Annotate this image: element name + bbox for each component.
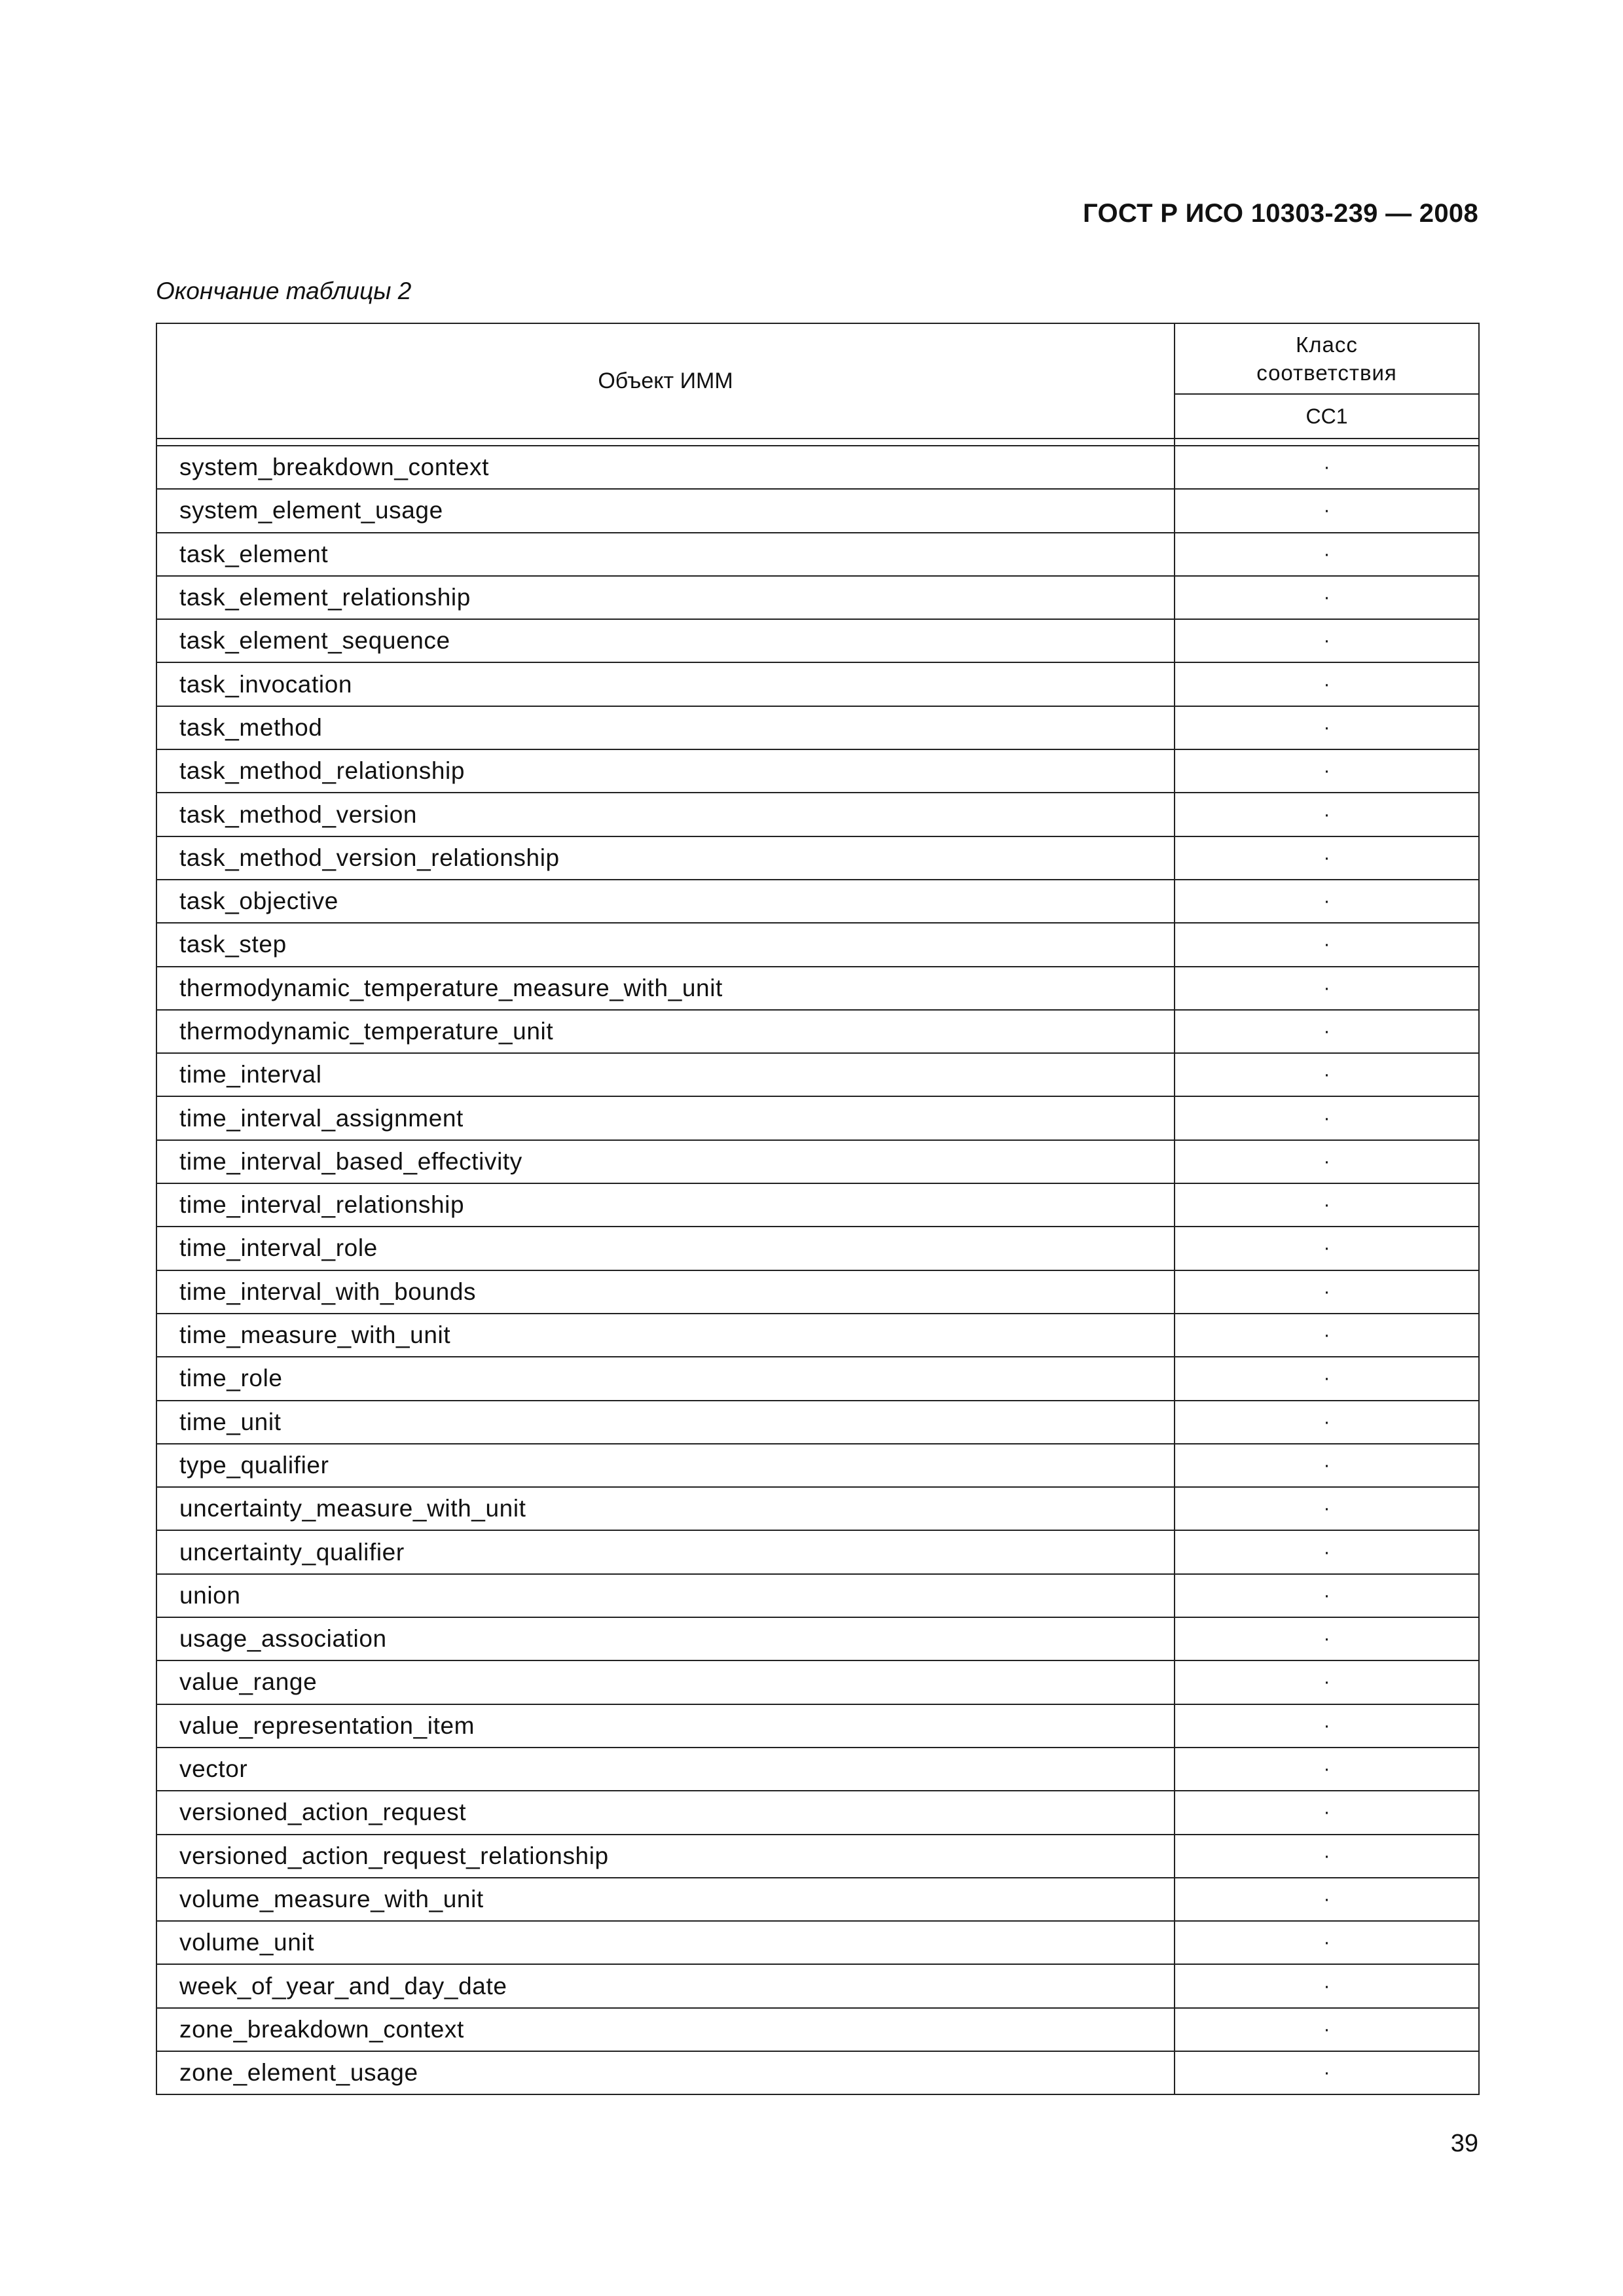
- table-row: [156, 706, 1479, 749]
- object-name-cell: system_element_usage: [156, 489, 1175, 532]
- conformance-mark-cell: ·: [1175, 1053, 1479, 1096]
- object-name-cell: system_breakdown_context: [156, 446, 1175, 489]
- table-row: [156, 1487, 1479, 1530]
- conformance-mark-cell: ·: [1175, 1314, 1479, 1357]
- column-header-class-line2: соответствия: [1256, 361, 1397, 385]
- table-row: [156, 619, 1479, 662]
- conformance-mark-cell: ·: [1175, 1921, 1479, 1964]
- conformance-mark-cell: ·: [1175, 1010, 1479, 1053]
- object-name-cell: zone_element_usage: [156, 2051, 1175, 2094]
- object-name-cell: union: [156, 1574, 1175, 1617]
- object-name-cell: task_invocation: [156, 662, 1175, 706]
- table-row: [156, 1574, 1479, 1617]
- object-name-cell: type_qualifier: [156, 1444, 1175, 1487]
- object-name-cell: value_representation_item: [156, 1704, 1175, 1748]
- object-name-cell: task_element_sequence: [156, 619, 1175, 662]
- object-name-cell: time_role: [156, 1357, 1175, 1400]
- object-name-cell: versioned_action_request_relationship: [156, 1835, 1175, 1878]
- table-row: [156, 1357, 1479, 1400]
- table-row: [156, 1010, 1479, 1053]
- conformance-mark-cell: ·: [1175, 1835, 1479, 1878]
- page-number: 39: [1450, 2130, 1478, 2157]
- table-row: [156, 489, 1479, 532]
- object-name-cell: zone_breakdown_context: [156, 2008, 1175, 2051]
- conformance-mark-cell: ·: [1175, 1964, 1479, 2007]
- column-header-cc1: CC1: [1175, 394, 1479, 439]
- object-name-cell: task_method_relationship: [156, 749, 1175, 793]
- object-name-cell: time_interval_relationship: [156, 1183, 1175, 1227]
- conformance-mark-cell: ·: [1175, 1227, 1479, 1270]
- conformance-mark-cell: ·: [1175, 533, 1479, 576]
- table-row: [156, 836, 1479, 880]
- table-row: [156, 1878, 1479, 1921]
- object-name-cell: task_objective: [156, 880, 1175, 923]
- table-row: [156, 446, 1479, 489]
- table-row: [156, 1921, 1479, 1964]
- conformance-mark-cell: ·: [1175, 706, 1479, 749]
- table-row: [156, 1183, 1479, 1227]
- object-name-cell: time_interval: [156, 1053, 1175, 1096]
- conformance-mark-cell: ·: [1175, 749, 1479, 793]
- conformance-mark-cell: ·: [1175, 1574, 1479, 1617]
- object-name-cell: time_interval_with_bounds: [156, 1270, 1175, 1314]
- object-name-cell: volume_unit: [156, 1921, 1175, 1964]
- object-name-cell: time_unit: [156, 1401, 1175, 1444]
- object-name-cell: time_measure_with_unit: [156, 1314, 1175, 1357]
- conformance-mark-cell: ·: [1175, 1444, 1479, 1487]
- table-row: [156, 1791, 1479, 1834]
- conformance-mark-cell: ·: [1175, 836, 1479, 880]
- object-name-cell: task_step: [156, 923, 1175, 966]
- table-row: [156, 1444, 1479, 1487]
- conformance-mark-cell: ·: [1175, 1183, 1479, 1227]
- conformance-mark-cell: ·: [1175, 446, 1479, 489]
- document-code: ГОСТ Р ИСО 10303-239 — 2008: [1083, 199, 1478, 228]
- conformance-mark-cell: ·: [1175, 662, 1479, 706]
- conformance-mark-cell: ·: [1175, 1357, 1479, 1400]
- conformance-mark-cell: ·: [1175, 1096, 1479, 1139]
- table-row: [156, 1270, 1479, 1314]
- table-row: [156, 1660, 1479, 1704]
- conformance-mark-cell: ·: [1175, 923, 1479, 966]
- table-row: [156, 1096, 1479, 1139]
- object-name-cell: task_method: [156, 706, 1175, 749]
- table-row: [156, 1704, 1479, 1748]
- table-row: [156, 533, 1479, 576]
- table-row: [156, 1617, 1479, 1660]
- table-row: [156, 2008, 1479, 2051]
- conformance-mark-cell: ·: [1175, 1270, 1479, 1314]
- object-name-cell: volume_measure_with_unit: [156, 1878, 1175, 1921]
- object-name-cell: versioned_action_request: [156, 1791, 1175, 1834]
- table-row: [156, 1964, 1479, 2007]
- table-row: [156, 1530, 1479, 1573]
- conformance-mark-cell: ·: [1175, 619, 1479, 662]
- conformance-mark-cell: ·: [1175, 2008, 1479, 2051]
- object-name-cell: task_element_relationship: [156, 576, 1175, 619]
- conformance-mark-cell: ·: [1175, 1617, 1479, 1660]
- object-name-cell: uncertainty_measure_with_unit: [156, 1487, 1175, 1530]
- object-name-cell: time_interval_assignment: [156, 1096, 1175, 1139]
- table-row: [156, 662, 1479, 706]
- object-name-cell: usage_association: [156, 1617, 1175, 1660]
- table-row: [156, 793, 1479, 836]
- object-name-cell: thermodynamic_temperature_measure_with_unit: [156, 967, 1175, 1010]
- table-row: [156, 1227, 1479, 1270]
- header-separator: [156, 439, 1479, 446]
- object-name-cell: vector: [156, 1748, 1175, 1791]
- column-header-class: [1175, 323, 1479, 394]
- table-row: [156, 923, 1479, 966]
- table-row: [156, 1748, 1479, 1791]
- table-header: [156, 323, 1479, 446]
- conformance-mark-cell: ·: [1175, 576, 1479, 619]
- table-row: [156, 2051, 1479, 2094]
- conformance-mark-cell: ·: [1175, 1487, 1479, 1530]
- object-name-cell: time_interval_role: [156, 1227, 1175, 1270]
- conformance-table: [156, 323, 1480, 2095]
- conformance-mark-cell: ·: [1175, 1748, 1479, 1791]
- conformance-mark-cell: ·: [1175, 1791, 1479, 1834]
- conformance-mark-cell: ·: [1175, 793, 1479, 836]
- object-name-cell: task_element: [156, 533, 1175, 576]
- table-body: [156, 446, 1479, 2094]
- object-name-cell: value_range: [156, 1660, 1175, 1704]
- conformance-mark-cell: ·: [1175, 2051, 1479, 2094]
- table-row: [156, 1835, 1479, 1878]
- table-row: [156, 1401, 1479, 1444]
- column-header-class-line1: Класс: [1296, 332, 1358, 357]
- object-name-cell: week_of_year_and_day_date: [156, 1964, 1175, 2007]
- object-name-cell: task_method_version: [156, 793, 1175, 836]
- object-name-cell: thermodynamic_temperature_unit: [156, 1010, 1175, 1053]
- table-caption: Окончание таблицы 2: [156, 278, 412, 304]
- table-row: [156, 1314, 1479, 1357]
- object-name-cell: task_method_version_relationship: [156, 836, 1175, 880]
- conformance-mark-cell: ·: [1175, 1530, 1479, 1573]
- table-row: [156, 576, 1479, 619]
- conformance-mark-cell: ·: [1175, 1401, 1479, 1444]
- column-header-object: Объект ИММ: [156, 323, 1175, 439]
- conformance-mark-cell: ·: [1175, 1660, 1479, 1704]
- table-row: [156, 1053, 1479, 1096]
- table-row: [156, 749, 1479, 793]
- conformance-mark-cell: ·: [1175, 967, 1479, 1010]
- conformance-mark-cell: ·: [1175, 1140, 1479, 1183]
- conformance-mark-cell: ·: [1175, 489, 1479, 532]
- conformance-mark-cell: ·: [1175, 1704, 1479, 1748]
- table-row: [156, 967, 1479, 1010]
- object-name-cell: time_interval_based_effectivity: [156, 1140, 1175, 1183]
- conformance-mark-cell: ·: [1175, 880, 1479, 923]
- table-row: [156, 1140, 1479, 1183]
- table-row: [156, 880, 1479, 923]
- conformance-mark-cell: ·: [1175, 1878, 1479, 1921]
- object-name-cell: uncertainty_qualifier: [156, 1530, 1175, 1573]
